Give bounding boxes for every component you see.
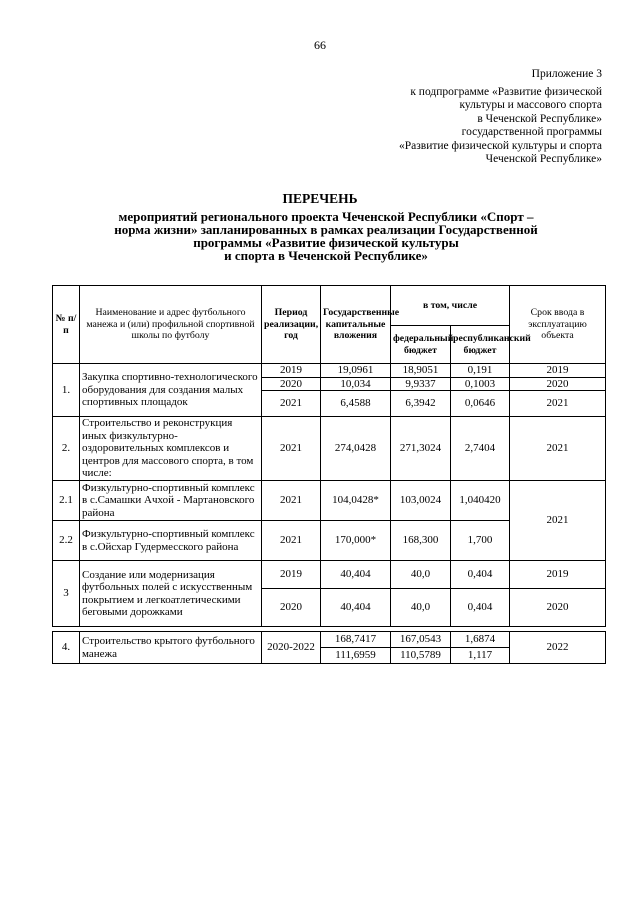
appendix-line: государственной программы	[461, 126, 602, 138]
cell-period: 2020-2022	[262, 632, 321, 664]
appendix-line: Чеченской Республике»	[485, 153, 602, 165]
header-name: Наименование и адрес футбольного манежа и (или) профильной спортивной школы по футболу	[80, 286, 262, 364]
cell-num: 4.	[53, 632, 80, 664]
table-row	[53, 561, 606, 589]
cell-republic: 2,7404	[451, 417, 510, 481]
cell-name: Строительство и реконструкция иных физкультурно-оздоровительных комплексов и центров для массового спорта, в том числе:	[80, 417, 262, 481]
cell-republic: 0,404	[451, 561, 510, 589]
cell-period: 2021	[262, 521, 321, 561]
cell-period: 2019	[262, 364, 321, 378]
cell-investment: 10,034	[321, 377, 391, 391]
subtitle-line: и спорта в Чеченской Республике»	[224, 248, 428, 263]
cell-period: 2021	[262, 417, 321, 481]
cell-investment: 19,0961	[321, 364, 391, 378]
cell-republic: 0,0646	[451, 391, 510, 417]
document-title: ПЕРЕЧЕНЬ	[282, 191, 358, 206]
cell-federal: 103,0024	[391, 481, 451, 521]
cell-num: 1.	[53, 364, 80, 417]
cell-republic: 0,1003	[451, 377, 510, 391]
cell-commissioning: 2019	[510, 561, 606, 589]
cell-federal: 271,3024	[391, 417, 451, 481]
cell-federal: 40,0	[391, 561, 451, 589]
cell-federal: 9,9337	[391, 377, 451, 391]
table-row	[53, 632, 606, 648]
cell-investment: 6,4588	[321, 391, 391, 417]
cell-federal: 6,3942	[391, 391, 451, 417]
cell-federal: 18,9051	[391, 364, 451, 378]
header-republic: республиканский бюджет	[451, 326, 510, 364]
header-period: Период реализации, год	[262, 286, 321, 364]
cell-republic: 1,117	[451, 648, 510, 664]
page-number: 66	[314, 38, 326, 52]
cell-name: Создание или модернизация футбольных полей с искусственным покрытием и легкоатлетическими беговыми дорожками	[80, 561, 262, 627]
cell-republic: 0,404	[451, 589, 510, 627]
cell-name: Строительство крытого футбольного манежа	[80, 632, 262, 664]
cell-investment: 40,404	[321, 589, 391, 627]
cell-name: Физкультурно-спортивный комплекс в с.Ойсхар Гудермесского района	[80, 521, 262, 561]
cell-republic: 1,040420	[451, 481, 510, 521]
header-num: № п/п	[53, 286, 80, 364]
header-federal: федеральный бюджет	[391, 326, 451, 364]
cell-investment: 168,7417	[321, 632, 391, 648]
cell-federal: 167,0543	[391, 632, 451, 648]
cell-federal: 40,0	[391, 589, 451, 627]
cell-num: 2.	[53, 417, 80, 481]
cell-investment: 111,6959	[321, 648, 391, 664]
cell-name: Закупка спортивно-технологического оборудования для создания малых спортивных площадок	[80, 364, 262, 417]
cell-period: 2020	[262, 377, 321, 391]
cell-commissioning: 2021	[510, 481, 606, 561]
subtitle-line: программы «Развитие физической культуры	[193, 235, 459, 250]
subtitle-line: мероприятий регионального проекта Чеченской Республики «Спорт –	[118, 209, 534, 224]
cell-commissioning: 2022	[510, 632, 606, 664]
cell-republic: 0,191	[451, 364, 510, 378]
cell-commissioning: 2019	[510, 364, 606, 378]
cell-period: 2020	[262, 589, 321, 627]
cell-period: 2021	[262, 481, 321, 521]
cell-num: 3	[53, 561, 80, 627]
appendix-line: в Чеченской Республике»	[477, 112, 602, 125]
cell-investment: 104,0428*	[321, 481, 391, 521]
table-row	[53, 417, 606, 481]
cell-commissioning: 2020	[510, 589, 606, 627]
cell-period: 2019	[262, 561, 321, 589]
cell-num: 2.2	[53, 521, 80, 561]
table-row	[53, 481, 606, 521]
events-table	[52, 285, 606, 664]
document-subtitle	[96, 210, 556, 262]
appendix-line: культуры и массового спорта	[459, 99, 602, 111]
cell-commissioning: 2020	[510, 377, 606, 391]
cell-investment: 40,404	[321, 561, 391, 589]
cell-republic: 1,700	[451, 521, 510, 561]
cell-commissioning: 2021	[510, 417, 606, 481]
cell-federal: 168,300	[391, 521, 451, 561]
cell-period: 2021	[262, 391, 321, 417]
header-including: в том, числе	[391, 286, 510, 326]
table-row	[53, 364, 606, 378]
header-investment: Государственные капитальные вложения	[321, 286, 391, 364]
appendix-line: «Развитие физической культуры и спорта	[399, 139, 602, 152]
appendix-title: Приложение 3	[531, 68, 602, 80]
cell-num: 2.1	[53, 481, 80, 521]
appendix-block	[302, 68, 602, 167]
cell-name: Физкультурно-спортивный комплекс в с.Самашки Ачхой - Мартановского района	[80, 481, 262, 521]
header-commissioning: Срок ввода в эксплуатацию объекта	[510, 286, 606, 364]
subtitle-line: норма жизни» запланированных в рамках реализации Государственной	[114, 222, 538, 237]
cell-commissioning: 2021	[510, 391, 606, 417]
cell-investment: 170,000*	[321, 521, 391, 561]
cell-republic: 1,6874	[451, 632, 510, 648]
cell-investment: 274,0428	[321, 417, 391, 481]
cell-federal: 110,5789	[391, 648, 451, 664]
appendix-line: к подпрограмме «Развитие физической	[410, 85, 602, 98]
